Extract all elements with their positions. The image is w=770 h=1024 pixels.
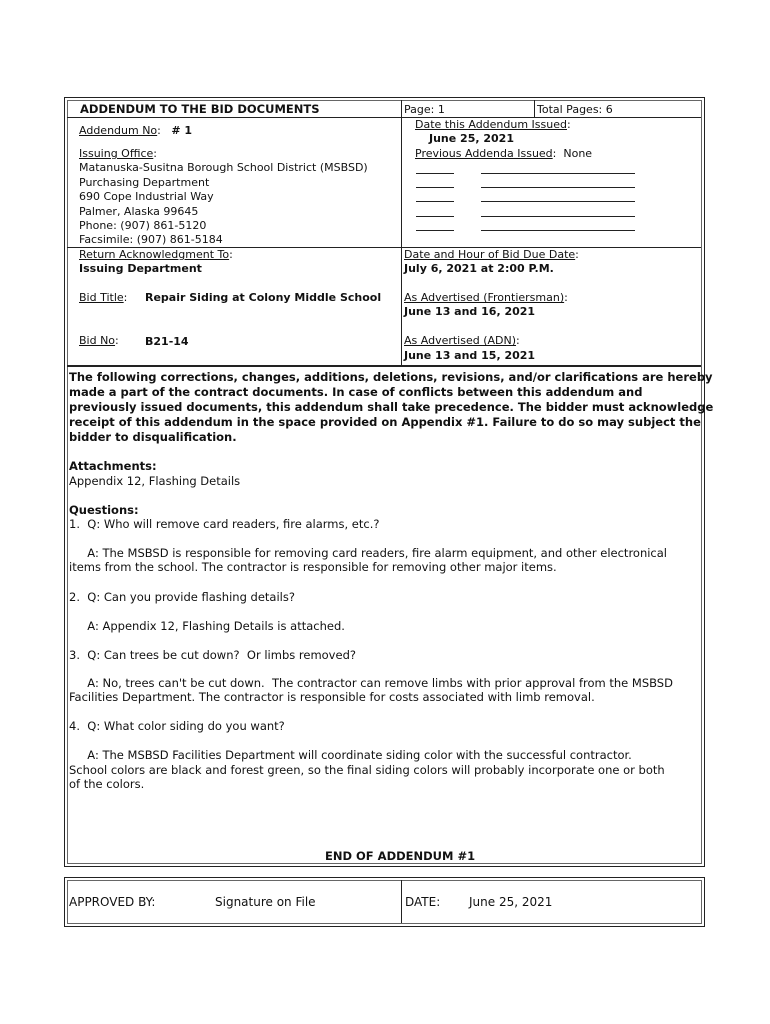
advertised-adn-label: As Advertised (ADN)	[404, 334, 517, 347]
answer-1-line: A: The MSBSD is responsible for removing card readers, fire alarm equipment, and other electronical	[69, 546, 667, 560]
attachments-heading: Attachments:	[69, 459, 157, 473]
bid-no-value: B21-14	[145, 335, 189, 348]
approval-date-label: DATE:	[405, 895, 441, 909]
prev-addenda-blank-long	[481, 187, 635, 188]
intro-paragraph-line: bidder to disqualification.	[69, 430, 237, 444]
prev-addenda-blank-long	[481, 230, 635, 231]
prev-addenda-blank-long	[481, 173, 635, 174]
date-issued-value: June 25, 2021	[429, 132, 514, 145]
question-4: 4. Q: What color siding do you want?	[69, 719, 285, 733]
question-1: 1. Q: Who will remove card readers, fire alarms, etc.?	[69, 517, 380, 531]
question-3: 3. Q: Can trees be cut down? Or limbs removed?	[69, 648, 356, 662]
prev-addenda-blank-long	[481, 201, 635, 202]
issuing-office-field: Issuing Office:	[79, 147, 158, 160]
advertised-adn-field: As Advertised (ADN):	[404, 334, 520, 347]
prev-addenda-blank-short	[416, 173, 454, 174]
answer-4-line: A: The MSBSD Facilities Department will coordinate siding color with the successful contractor.	[69, 748, 632, 762]
prev-addenda-blank-short	[416, 216, 454, 217]
total-pages-value: 6	[605, 103, 613, 116]
total-pages-label: Total Pages: 6	[537, 103, 613, 116]
advertised-frontiersman-value: June 13 and 16, 2021	[404, 305, 536, 318]
prev-addenda-blank-long	[481, 216, 635, 217]
addendum-no-value: # 1	[171, 124, 193, 137]
advertised-adn-value: June 13 and 15, 2021	[404, 349, 536, 362]
return-ack-field: Return Acknowledgment To:	[79, 248, 233, 261]
bid-title-value: Repair Siding at Colony Middle School	[145, 291, 382, 304]
prev-addenda-blank-short	[416, 201, 454, 202]
prev-addenda-blank-short	[416, 230, 454, 231]
issuing-office-line: Phone: (907) 861-5120	[79, 219, 207, 232]
advertised-frontiersman-field: As Advertised (Frontiersman):	[404, 291, 568, 304]
header-bottom-rule	[67, 365, 701, 367]
approval-divider	[401, 880, 402, 923]
answer-4-line: of the colors.	[69, 777, 145, 791]
answer-3-line: A: No, trees can't be cut down. The contractor can remove limbs with prior approval from the MSBSD	[69, 676, 673, 690]
attachments-value: Appendix 12, Flashing Details	[69, 474, 241, 488]
form-title: ADDENDUM TO THE BID DOCUMENTS	[80, 102, 320, 116]
answer-4-line: School colors are black and forest green, so the final siding colors will probably incorporate one or both	[69, 763, 665, 777]
previous-addenda-value: None	[563, 147, 593, 160]
intro-paragraph-line: The following corrections, changes, additions, deletions, revisions, and/or clarifications are hereby	[69, 370, 713, 384]
issuing-office-line: 690 Cope Industrial Way	[79, 190, 214, 203]
intro-paragraph-line: receipt of this addendum in the space provided on Appendix #1. Failure to do so may subject the	[69, 415, 701, 429]
issuing-office-line: Palmer, Alaska 99645	[79, 205, 199, 218]
question-2: 2. Q: Can you provide flashing details?	[69, 590, 295, 604]
issuing-office-line: Facsimile: (907) 861-5184	[79, 233, 223, 246]
addendum-no-field: Addendum No: # 1	[79, 124, 193, 137]
questions-heading: Questions:	[69, 503, 139, 517]
due-date-value: July 6, 2021 at 2:00 P.M.	[404, 262, 554, 275]
prev-addenda-blank-short	[416, 187, 454, 188]
page-value: 1	[437, 103, 445, 116]
answer-3-line: Facilities Department. The contractor is responsible for costs associated with limb removal.	[69, 690, 595, 704]
answer-2: A: Appendix 12, Flashing Details is attached.	[69, 619, 345, 633]
advertised-frontiersman-label: As Advertised (Frontiersman)	[404, 291, 565, 304]
previous-addenda-label: Previous Addenda Issued	[415, 147, 553, 160]
bid-no-label: Bid No	[79, 334, 116, 347]
issuing-office-line: Purchasing Department	[79, 176, 210, 189]
end-of-addendum: END OF ADDENDUM #1	[325, 849, 476, 863]
answer-1-line: items from the school. The contractor is responsible for removing other major items.	[69, 560, 557, 574]
bid-no-field: Bid No:	[79, 334, 119, 347]
previous-addenda-field: Previous Addenda Issued: None	[415, 147, 593, 160]
bid-title-field: Bid Title:	[79, 291, 128, 304]
approval-box-inner-border	[67, 880, 702, 924]
return-ack-value: Issuing Department	[79, 262, 202, 275]
intro-paragraph-line: made a part of the contract documents. In case of conflicts between this addendum and	[69, 385, 643, 399]
title-row-rule	[67, 117, 401, 118]
date-issued-label: Date this Addendum Issued	[415, 118, 567, 131]
header-vertical-divider	[401, 100, 402, 366]
issuing-office-line: Matanuska-Susitna Borough School District (MSBSD)	[79, 161, 368, 174]
page-total-divider	[534, 100, 535, 117]
page-label: Page: 1	[404, 103, 445, 116]
intro-paragraph-line: previously issued documents, this addendum shall take precedence. The bidder must acknowledge	[69, 400, 714, 414]
addendum-no-label: Addendum No	[79, 124, 158, 137]
approval-date-value: June 25, 2021	[469, 895, 553, 909]
due-date-label: Date and Hour of Bid Due Date	[404, 248, 576, 261]
issuing-office-label: Issuing Office	[79, 147, 154, 160]
approved-by-value: Signature on File	[215, 895, 316, 909]
date-issued-field: Date this Addendum Issued:	[415, 118, 571, 131]
due-date-field: Date and Hour of Bid Due Date:	[404, 248, 579, 261]
approved-by-label: APPROVED BY:	[69, 895, 156, 909]
bid-title-label: Bid Title	[79, 291, 124, 304]
return-ack-label: Return Acknowledgment To	[79, 248, 230, 261]
